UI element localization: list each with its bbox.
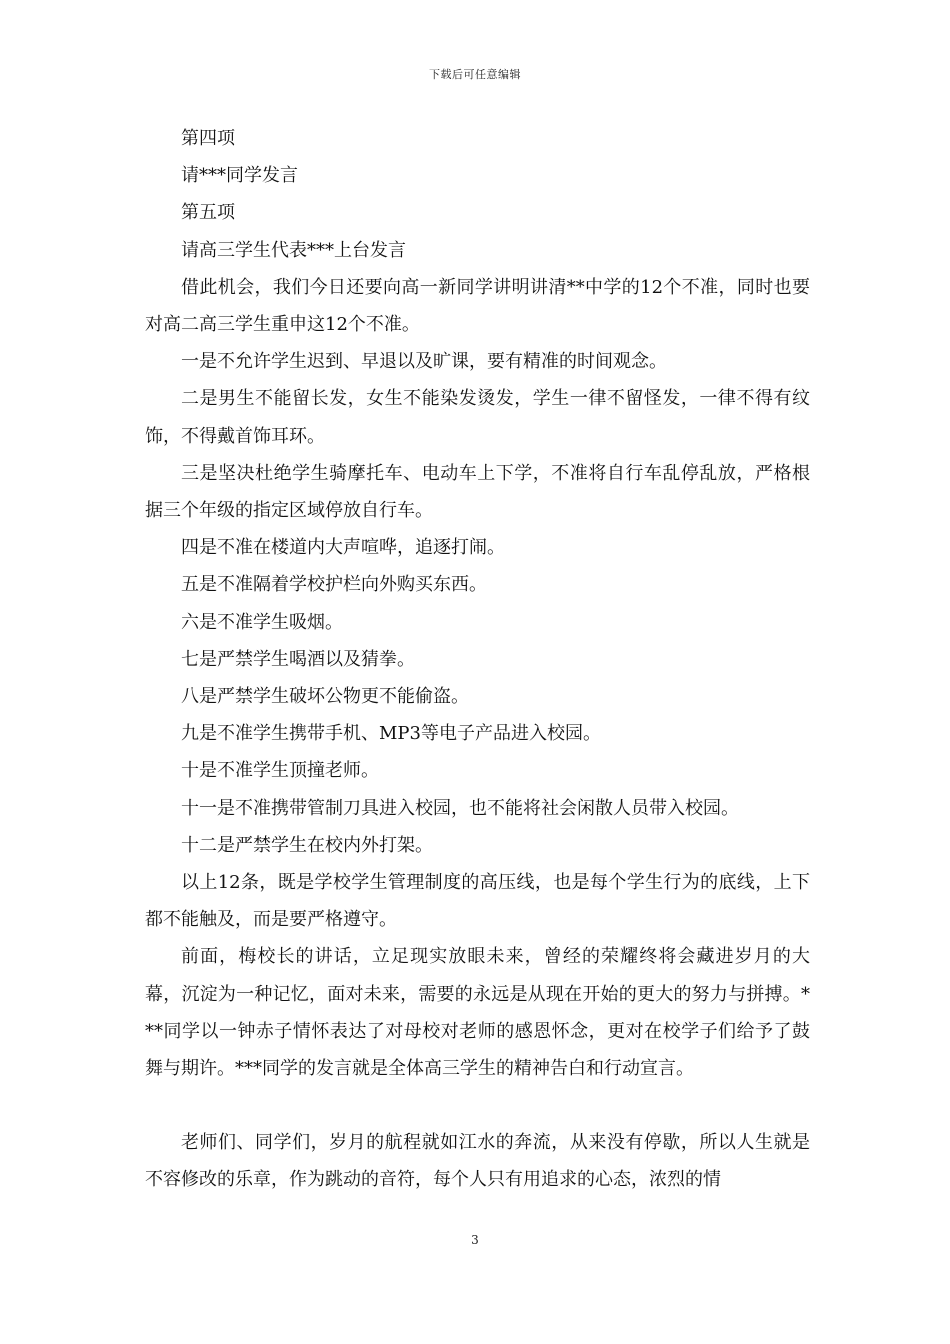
paragraph-rule-4: 四是不准在楼道内大声喧哗，追逐打闹。 — [181, 537, 505, 559]
paragraph-rule-12: 十二是严禁学生在校内外打架。 — [181, 834, 433, 856]
paragraph-rule-2: 二是男生不能留长发，女生不能染发烫发，学生一律不留怪发，一律不得有纹饰，不得戴首饰耳环。 — [145, 388, 810, 447]
paragraph-senior-representative: 请高三学生代表***上台发言 — [181, 239, 406, 261]
paragraph-item-5: 第五项 — [181, 202, 235, 224]
paragraph-closing: 老师们、同学们，岁月的航程就如江水的奔流，从来没有停歇，所以人生就是不容修改的乐章，作为跳动的音符，每个人只有用追求的心态，浓烈的情 — [145, 1132, 810, 1191]
paragraph-rule-1: 一是不允许学生迟到、早退以及旷课，要有精准的时间观念。 — [181, 351, 667, 373]
paragraph-speech-review: 前面，梅校长的讲话，立足现实放眼未来，曾经的荣耀终将会藏进岁月的大幕，沉淀为一种记忆，面对未来，需要的永远是从现在开始的更大的努力与拼搏。***同学以一钟赤子情怀表达了对母校对老师的感恩怀念，更对在校学子们给予了鼓舞与期许。***同学的发言就是全体高三学生的精神告白和行动宣言。 — [145, 946, 810, 1080]
paragraph-rule-9: 九是不准学生携带手机、MP3等电子产品进入校园。 — [181, 723, 601, 745]
paragraph-rule-7: 七是严禁学生喝酒以及猜拳。 — [181, 648, 415, 670]
paragraph-rule-8: 八是严禁学生破坏公物更不能偷盗。 — [181, 686, 469, 708]
paragraph-rule-10: 十是不准学生顶撞老师。 — [181, 760, 379, 782]
paragraph-item-4: 第四项 — [181, 128, 235, 149]
paragraph-rule-6: 六是不准学生吸烟。 — [181, 611, 343, 633]
document-body — [145, 120, 810, 1199]
paragraph-spacer — [145, 1087, 810, 1124]
page-number: 3 — [471, 1233, 479, 1247]
page-header: 下载后可任意编辑 — [429, 68, 521, 81]
paragraph-speaker-request: 请***同学发言 — [181, 165, 298, 187]
paragraph-rule-11: 十一是不准携带管制刀具进入校园，也不能将社会闲散人员带入校园。 — [181, 797, 739, 819]
paragraph-rules-summary: 以上12条，既是学校学生管理制度的高压线，也是每个学生行为的底线，上下都不能触及，而是要严格遵守。 — [145, 872, 810, 931]
paragraph-rules-intro: 借此机会，我们今日还要向高一新同学讲明讲清**中学的12个不准，同时也要对高二高三学生重申这12个不准。 — [145, 276, 810, 336]
paragraph-rule-5: 五是不准隔着学校护栏向外购买东西。 — [181, 574, 487, 596]
paragraph-rule-3: 三是坚决杜绝学生骑摩托车、电动车上下学，不准将自行车乱停乱放，严格根据三个年级的指定区域停放自行车。 — [145, 462, 810, 522]
